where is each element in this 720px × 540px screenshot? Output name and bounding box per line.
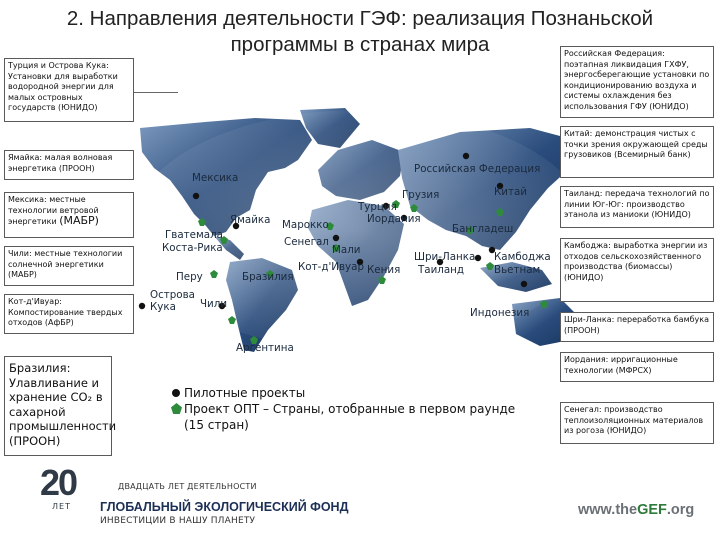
label-bangladesh: Бангладеш bbox=[452, 223, 514, 235]
gef-20-logo: 20 ЛЕТ bbox=[40, 462, 77, 511]
label-morocco: Марокко bbox=[282, 219, 329, 231]
title-line-1: 2. Направления деятельности ГЭФ: реализация Познаньской bbox=[66, 7, 654, 30]
label-cote-divoire: Кот-д'Ивуар bbox=[298, 261, 364, 273]
legend-count: (15 стран) bbox=[184, 418, 249, 432]
title-line-2: программы в странах мира bbox=[230, 33, 490, 56]
label-georgia: Грузия bbox=[402, 189, 440, 201]
legend-tpt: Проект ОПТ – Страны, отобранные в первом раунде bbox=[172, 401, 515, 417]
pilot-marker-senegal bbox=[333, 235, 339, 241]
label-china: Китай bbox=[494, 186, 528, 198]
map-legend bbox=[172, 385, 515, 433]
label-turkey: Турция bbox=[358, 201, 397, 213]
label-vietnam: Вьетнам bbox=[494, 264, 541, 276]
note-chile: Чили: местные технологии солнечной энергетики (МАБР) bbox=[4, 246, 134, 286]
note-russia: Российская Федерация: поэтапная ликвидация ГХФУ, энергосберегающие установки по кондиционированию воздуха и системы охлаждения без использования ГФУ (ЮНИДО) bbox=[560, 46, 714, 118]
gef-website-link[interactable]: www.theGEF.org bbox=[578, 502, 695, 518]
pilot-marker-thailand bbox=[475, 255, 481, 261]
note-thailand: Таиланд: передача технологий по линии Юг-Юг: производство этанола из маниоки (ЮНИДО) bbox=[560, 186, 714, 228]
label-sri-lanka: Шри-Ланка bbox=[414, 251, 476, 263]
connector-line bbox=[134, 92, 178, 93]
label-russia: Российская Федерация bbox=[414, 163, 541, 175]
label-indonesia: Индонезия bbox=[470, 307, 530, 319]
note-sri-lanka: Шри-Ланка: переработка бамбука (ПРООН) bbox=[560, 312, 714, 342]
pilot-marker-cook bbox=[139, 303, 145, 309]
label-cook: Кука bbox=[150, 301, 176, 313]
label-jordan: Иордания bbox=[367, 213, 421, 225]
label-guatemala: Гватемала bbox=[165, 229, 223, 241]
label-mali: Мали bbox=[332, 244, 361, 256]
label-jamaica: Ямайка bbox=[230, 214, 271, 226]
footer-anniversary: ДВАДЦАТЬ ЛЕТ ДЕЯТЕЛЬНОСТИ bbox=[118, 482, 257, 491]
label-peru: Перу bbox=[176, 271, 203, 283]
note-mexico: Мексика: местные технологии ветровой энергетики (МАБР) bbox=[4, 192, 134, 238]
note-cote-divoire: Кот-д'Ивуар: Компостирование твердых отходов (АфБР) bbox=[4, 294, 134, 334]
label-cambodia: Камбоджа bbox=[494, 251, 551, 263]
label-chile: Чили bbox=[200, 298, 228, 310]
footer-slogan: ИНВЕСТИЦИИ В НАШУ ПЛАНЕТУ bbox=[100, 516, 256, 526]
pilot-marker-indonesia bbox=[521, 281, 527, 287]
note-cambodia: Камбоджа: выработка энергии из отходов сельскохозяйственного производства (биомассы) (ЮНИДО) bbox=[560, 238, 714, 302]
note-jordan: Иордания: ирригационные технологии (МФРСХ) bbox=[560, 352, 714, 382]
pilot-marker-mexico bbox=[193, 193, 199, 199]
label-thailand: Таиланд bbox=[418, 264, 465, 276]
footer-org-name: ГЛОБАЛЬНЫЙ ЭКОЛОГИЧЕСКИЙ ФОНД bbox=[100, 500, 349, 514]
label-brazil: Бразилия bbox=[242, 271, 294, 283]
legend-pilot: Пилотные проекты bbox=[172, 385, 515, 401]
label-argentina: Аргентина bbox=[236, 342, 294, 354]
note-jamaica: Ямайка: малая волновая энергетика (ПРООН) bbox=[4, 150, 134, 180]
tpt-marker-icon bbox=[171, 403, 182, 414]
note-brazil: Бразилия: Улавливание и хранение CO₂ в сахарной промышленности (ПРООН) bbox=[4, 356, 112, 456]
label-mexico: Мексика bbox=[192, 172, 239, 184]
label-islands: Острова bbox=[150, 289, 195, 301]
note-turkey-cook: Турция и Острова Кука: Установки для выработки водородной энергии для малых островных государств (ЮНИДО) bbox=[4, 58, 134, 122]
label-costa-rica: Коста-Рика bbox=[162, 242, 223, 254]
label-kenya: Кения bbox=[367, 264, 401, 276]
note-china: Китай: демонстрация чистых с точки зрения окружающей среды грузовиков (Всемирный банк) bbox=[560, 126, 714, 178]
pilot-marker-icon bbox=[172, 389, 180, 397]
note-senegal: Сенегал: производство теплоизоляционных материалов из рогоза (ЮНИДО) bbox=[560, 402, 714, 444]
pilot-marker-russia bbox=[463, 153, 469, 159]
label-senegal: Сенегал bbox=[284, 236, 329, 248]
